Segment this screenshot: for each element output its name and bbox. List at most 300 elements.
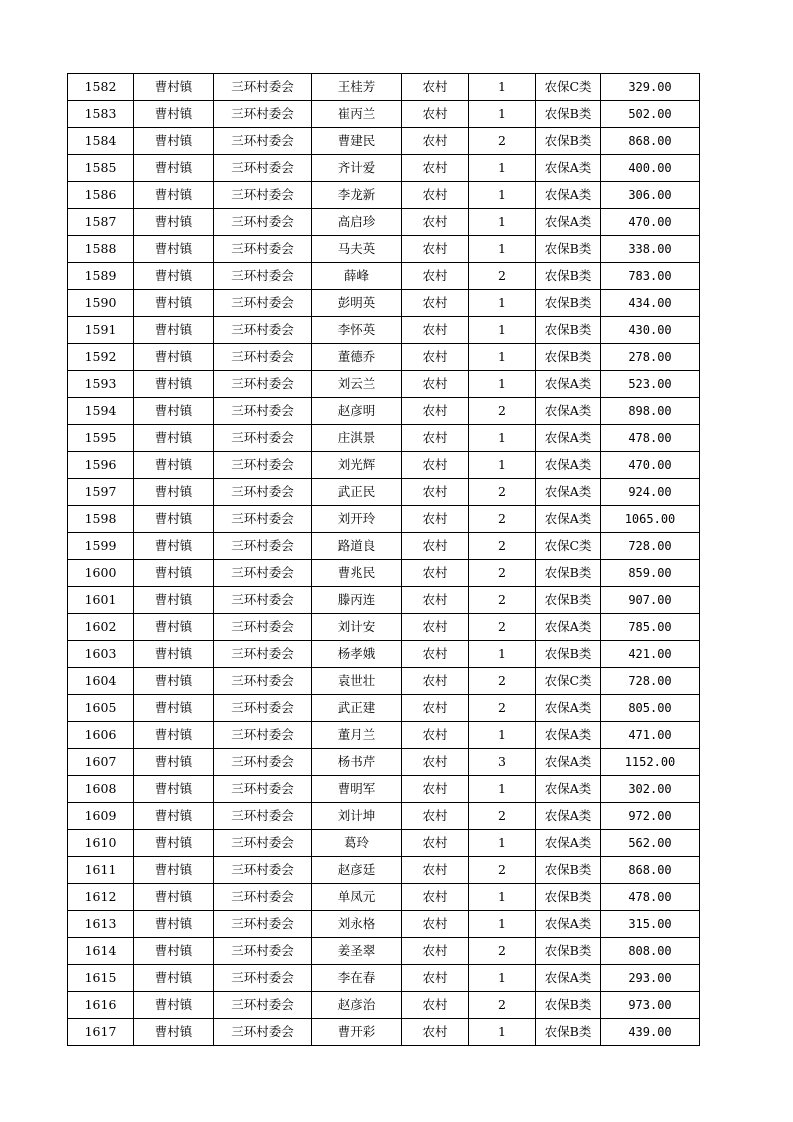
amount-cell: 868.00 — [601, 128, 700, 155]
town-cell: 曹村镇 — [134, 479, 214, 506]
amount-cell: 972.00 — [601, 803, 700, 830]
insurance-category-cell: 农保B类 — [536, 128, 601, 155]
amount-cell: 293.00 — [601, 965, 700, 992]
household-type-cell: 农村 — [402, 965, 469, 992]
amount-cell: 785.00 — [601, 614, 700, 641]
household-type-cell: 农村 — [402, 533, 469, 560]
town-cell: 曹村镇 — [134, 857, 214, 884]
table-row — [68, 830, 700, 857]
household-type-cell: 农村 — [402, 749, 469, 776]
insurance-category-cell: 农保A类 — [536, 803, 601, 830]
town-cell: 曹村镇 — [134, 1019, 214, 1046]
amount-cell: 338.00 — [601, 236, 700, 263]
insurance-category-cell: 农保B类 — [536, 992, 601, 1019]
household-type-cell: 农村 — [402, 101, 469, 128]
person-name-cell: 赵彦廷 — [312, 857, 402, 884]
row-number-cell: 1583 — [68, 101, 134, 128]
town-cell: 曹村镇 — [134, 695, 214, 722]
insurance-category-cell: 农保A类 — [536, 722, 601, 749]
insurance-category-cell: 农保C类 — [536, 668, 601, 695]
insurance-category-cell: 农保A类 — [536, 425, 601, 452]
village-committee-cell: 三环村委会 — [214, 290, 312, 317]
amount-cell: 306.00 — [601, 182, 700, 209]
row-number-cell: 1616 — [68, 992, 134, 1019]
village-committee-cell: 三环村委会 — [214, 749, 312, 776]
row-number-cell: 1590 — [68, 290, 134, 317]
insurance-category-cell: 农保B类 — [536, 857, 601, 884]
row-number-cell: 1588 — [68, 236, 134, 263]
amount-cell: 898.00 — [601, 398, 700, 425]
amount-cell: 907.00 — [601, 587, 700, 614]
person-name-cell: 刘开玲 — [312, 506, 402, 533]
town-cell: 曹村镇 — [134, 803, 214, 830]
person-name-cell: 董月兰 — [312, 722, 402, 749]
member-count-cell: 1 — [469, 641, 536, 668]
insurance-category-cell: 农保A类 — [536, 776, 601, 803]
insurance-category-cell: 农保B类 — [536, 938, 601, 965]
town-cell: 曹村镇 — [134, 830, 214, 857]
row-number-cell: 1598 — [68, 506, 134, 533]
table-row — [68, 74, 700, 101]
row-number-cell: 1597 — [68, 479, 134, 506]
member-count-cell: 2 — [469, 263, 536, 290]
village-committee-cell: 三环村委会 — [214, 641, 312, 668]
household-type-cell: 农村 — [402, 776, 469, 803]
insurance-category-cell: 农保A类 — [536, 830, 601, 857]
member-count-cell: 1 — [469, 452, 536, 479]
village-committee-cell: 三环村委会 — [214, 992, 312, 1019]
village-committee-cell: 三环村委会 — [214, 776, 312, 803]
amount-cell: 478.00 — [601, 425, 700, 452]
household-type-cell: 农村 — [402, 344, 469, 371]
row-number-cell: 1589 — [68, 263, 134, 290]
insurance-category-cell: 农保B类 — [536, 641, 601, 668]
table-row — [68, 803, 700, 830]
table-row — [68, 128, 700, 155]
village-committee-cell: 三环村委会 — [214, 560, 312, 587]
member-count-cell: 2 — [469, 128, 536, 155]
amount-cell: 728.00 — [601, 533, 700, 560]
town-cell: 曹村镇 — [134, 101, 214, 128]
person-name-cell: 刘云兰 — [312, 371, 402, 398]
member-count-cell: 1 — [469, 290, 536, 317]
insurance-category-cell: 农保B类 — [536, 560, 601, 587]
member-count-cell: 2 — [469, 533, 536, 560]
village-committee-cell: 三环村委会 — [214, 668, 312, 695]
row-number-cell: 1605 — [68, 695, 134, 722]
household-type-cell: 农村 — [402, 803, 469, 830]
person-name-cell: 齐计爱 — [312, 155, 402, 182]
amount-cell: 973.00 — [601, 992, 700, 1019]
row-number-cell: 1593 — [68, 371, 134, 398]
village-committee-cell: 三环村委会 — [214, 74, 312, 101]
insurance-category-cell: 农保A类 — [536, 506, 601, 533]
household-type-cell: 农村 — [402, 641, 469, 668]
amount-cell: 329.00 — [601, 74, 700, 101]
table-row — [68, 533, 700, 560]
village-committee-cell: 三环村委会 — [214, 506, 312, 533]
person-name-cell: 马夫英 — [312, 236, 402, 263]
village-committee-cell: 三环村委会 — [214, 155, 312, 182]
row-number-cell: 1585 — [68, 155, 134, 182]
row-number-cell: 1609 — [68, 803, 134, 830]
insurance-category-cell: 农保C类 — [536, 74, 601, 101]
table-row — [68, 236, 700, 263]
amount-cell: 434.00 — [601, 290, 700, 317]
household-type-cell: 农村 — [402, 128, 469, 155]
insurance-category-cell: 农保A类 — [536, 965, 601, 992]
table-row — [68, 938, 700, 965]
amount-cell: 808.00 — [601, 938, 700, 965]
village-committee-cell: 三环村委会 — [214, 452, 312, 479]
benefit-table — [67, 73, 699, 1046]
member-count-cell: 1 — [469, 74, 536, 101]
table-row — [68, 398, 700, 425]
town-cell: 曹村镇 — [134, 182, 214, 209]
town-cell: 曹村镇 — [134, 722, 214, 749]
member-count-cell: 2 — [469, 857, 536, 884]
member-count-cell: 1 — [469, 830, 536, 857]
table-row — [68, 668, 700, 695]
insurance-category-cell: 农保B类 — [536, 101, 601, 128]
person-name-cell: 庄淇景 — [312, 425, 402, 452]
member-count-cell: 1 — [469, 155, 536, 182]
village-committee-cell: 三环村委会 — [214, 425, 312, 452]
table-row — [68, 722, 700, 749]
table-row — [68, 344, 700, 371]
person-name-cell: 曹明军 — [312, 776, 402, 803]
household-type-cell: 农村 — [402, 398, 469, 425]
person-name-cell: 高启珍 — [312, 209, 402, 236]
town-cell: 曹村镇 — [134, 668, 214, 695]
row-number-cell: 1608 — [68, 776, 134, 803]
household-type-cell: 农村 — [402, 587, 469, 614]
person-name-cell: 路道良 — [312, 533, 402, 560]
member-count-cell: 2 — [469, 479, 536, 506]
town-cell: 曹村镇 — [134, 371, 214, 398]
town-cell: 曹村镇 — [134, 290, 214, 317]
person-name-cell: 单凤元 — [312, 884, 402, 911]
village-committee-cell: 三环村委会 — [214, 614, 312, 641]
village-committee-cell: 三环村委会 — [214, 236, 312, 263]
household-type-cell: 农村 — [402, 722, 469, 749]
village-committee-cell: 三环村委会 — [214, 101, 312, 128]
household-type-cell: 农村 — [402, 263, 469, 290]
row-number-cell: 1592 — [68, 344, 134, 371]
member-count-cell: 1 — [469, 182, 536, 209]
member-count-cell: 1 — [469, 317, 536, 344]
insurance-category-cell: 农保A类 — [536, 155, 601, 182]
member-count-cell: 2 — [469, 506, 536, 533]
person-name-cell: 崔丙兰 — [312, 101, 402, 128]
table-row — [68, 317, 700, 344]
village-committee-cell: 三环村委会 — [214, 263, 312, 290]
household-type-cell: 农村 — [402, 74, 469, 101]
amount-cell: 562.00 — [601, 830, 700, 857]
amount-cell: 439.00 — [601, 1019, 700, 1046]
member-count-cell: 2 — [469, 560, 536, 587]
household-type-cell: 农村 — [402, 479, 469, 506]
person-name-cell: 彭明英 — [312, 290, 402, 317]
village-committee-cell: 三环村委会 — [214, 695, 312, 722]
village-committee-cell: 三环村委会 — [214, 398, 312, 425]
person-name-cell: 李在春 — [312, 965, 402, 992]
amount-cell: 470.00 — [601, 452, 700, 479]
village-committee-cell: 三环村委会 — [214, 722, 312, 749]
person-name-cell: 杨孝娥 — [312, 641, 402, 668]
village-committee-cell: 三环村委会 — [214, 1019, 312, 1046]
town-cell: 曹村镇 — [134, 992, 214, 1019]
household-type-cell: 农村 — [402, 992, 469, 1019]
insurance-category-cell: 农保A类 — [536, 371, 601, 398]
insurance-category-cell: 农保A类 — [536, 695, 601, 722]
insurance-category-cell: 农保B类 — [536, 344, 601, 371]
household-type-cell: 农村 — [402, 155, 469, 182]
row-number-cell: 1599 — [68, 533, 134, 560]
village-committee-cell: 三环村委会 — [214, 128, 312, 155]
village-committee-cell: 三环村委会 — [214, 965, 312, 992]
amount-cell: 859.00 — [601, 560, 700, 587]
member-count-cell: 2 — [469, 803, 536, 830]
person-name-cell: 曹开彩 — [312, 1019, 402, 1046]
amount-cell: 523.00 — [601, 371, 700, 398]
table-row — [68, 371, 700, 398]
member-count-cell: 2 — [469, 992, 536, 1019]
member-count-cell: 2 — [469, 398, 536, 425]
member-count-cell: 1 — [469, 101, 536, 128]
table-row — [68, 182, 700, 209]
amount-cell: 400.00 — [601, 155, 700, 182]
insurance-category-cell: 农保B类 — [536, 884, 601, 911]
table-row — [68, 209, 700, 236]
table-row — [68, 101, 700, 128]
insurance-category-cell: 农保B类 — [536, 317, 601, 344]
member-count-cell: 1 — [469, 1019, 536, 1046]
person-name-cell: 赵彦治 — [312, 992, 402, 1019]
amount-cell: 421.00 — [601, 641, 700, 668]
member-count-cell: 3 — [469, 749, 536, 776]
insurance-category-cell: 农保A类 — [536, 182, 601, 209]
village-committee-cell: 三环村委会 — [214, 344, 312, 371]
person-name-cell: 袁世壮 — [312, 668, 402, 695]
insurance-category-cell: 农保B类 — [536, 1019, 601, 1046]
table-row — [68, 506, 700, 533]
member-count-cell: 1 — [469, 236, 536, 263]
person-name-cell: 刘计安 — [312, 614, 402, 641]
person-name-cell: 李龙新 — [312, 182, 402, 209]
amount-cell: 278.00 — [601, 344, 700, 371]
town-cell: 曹村镇 — [134, 425, 214, 452]
amount-cell: 430.00 — [601, 317, 700, 344]
row-number-cell: 1613 — [68, 911, 134, 938]
table-row — [68, 911, 700, 938]
town-cell: 曹村镇 — [134, 452, 214, 479]
amount-cell: 924.00 — [601, 479, 700, 506]
table-row — [68, 614, 700, 641]
insurance-category-cell: 农保A类 — [536, 911, 601, 938]
village-committee-cell: 三环村委会 — [214, 803, 312, 830]
person-name-cell: 刘计坤 — [312, 803, 402, 830]
household-type-cell: 农村 — [402, 1019, 469, 1046]
member-count-cell: 2 — [469, 668, 536, 695]
row-number-cell: 1606 — [68, 722, 134, 749]
table-row — [68, 587, 700, 614]
town-cell: 曹村镇 — [134, 641, 214, 668]
amount-cell: 478.00 — [601, 884, 700, 911]
person-name-cell: 董德乔 — [312, 344, 402, 371]
town-cell: 曹村镇 — [134, 911, 214, 938]
person-name-cell: 葛玲 — [312, 830, 402, 857]
town-cell: 曹村镇 — [134, 236, 214, 263]
amount-cell: 470.00 — [601, 209, 700, 236]
row-number-cell: 1591 — [68, 317, 134, 344]
village-committee-cell: 三环村委会 — [214, 857, 312, 884]
household-type-cell: 农村 — [402, 695, 469, 722]
household-type-cell: 农村 — [402, 911, 469, 938]
town-cell: 曹村镇 — [134, 884, 214, 911]
table-row — [68, 560, 700, 587]
town-cell: 曹村镇 — [134, 155, 214, 182]
household-type-cell: 农村 — [402, 290, 469, 317]
table-row — [68, 965, 700, 992]
row-number-cell: 1612 — [68, 884, 134, 911]
town-cell: 曹村镇 — [134, 776, 214, 803]
town-cell: 曹村镇 — [134, 506, 214, 533]
insurance-category-cell: 农保A类 — [536, 209, 601, 236]
table-row — [68, 641, 700, 668]
town-cell: 曹村镇 — [134, 128, 214, 155]
insurance-category-cell: 农保A类 — [536, 479, 601, 506]
row-number-cell: 1610 — [68, 830, 134, 857]
table-row — [68, 452, 700, 479]
insurance-category-cell: 农保A类 — [536, 398, 601, 425]
person-name-cell: 姜圣翠 — [312, 938, 402, 965]
person-name-cell: 王桂芳 — [312, 74, 402, 101]
table-row — [68, 155, 700, 182]
member-count-cell: 1 — [469, 722, 536, 749]
village-committee-cell: 三环村委会 — [214, 182, 312, 209]
row-number-cell: 1617 — [68, 1019, 134, 1046]
member-count-cell: 1 — [469, 344, 536, 371]
member-count-cell: 2 — [469, 938, 536, 965]
row-number-cell: 1601 — [68, 587, 134, 614]
member-count-cell: 1 — [469, 884, 536, 911]
row-number-cell: 1614 — [68, 938, 134, 965]
table-row — [68, 479, 700, 506]
amount-cell: 728.00 — [601, 668, 700, 695]
town-cell: 曹村镇 — [134, 965, 214, 992]
household-type-cell: 农村 — [402, 884, 469, 911]
town-cell: 曹村镇 — [134, 209, 214, 236]
row-number-cell: 1586 — [68, 182, 134, 209]
amount-cell: 315.00 — [601, 911, 700, 938]
village-committee-cell: 三环村委会 — [214, 317, 312, 344]
table-row — [68, 749, 700, 776]
household-type-cell: 农村 — [402, 425, 469, 452]
household-type-cell: 农村 — [402, 668, 469, 695]
household-type-cell: 农村 — [402, 560, 469, 587]
table-row — [68, 263, 700, 290]
row-number-cell: 1603 — [68, 641, 134, 668]
household-type-cell: 农村 — [402, 209, 469, 236]
table-row — [68, 695, 700, 722]
member-count-cell: 1 — [469, 965, 536, 992]
town-cell: 曹村镇 — [134, 938, 214, 965]
insurance-category-cell: 农保B类 — [536, 587, 601, 614]
town-cell: 曹村镇 — [134, 749, 214, 776]
person-name-cell: 武正建 — [312, 695, 402, 722]
town-cell: 曹村镇 — [134, 74, 214, 101]
row-number-cell: 1602 — [68, 614, 134, 641]
row-number-cell: 1594 — [68, 398, 134, 425]
household-type-cell: 农村 — [402, 371, 469, 398]
amount-cell: 302.00 — [601, 776, 700, 803]
member-count-cell: 1 — [469, 776, 536, 803]
member-count-cell: 2 — [469, 587, 536, 614]
household-type-cell: 农村 — [402, 506, 469, 533]
table-row — [68, 1019, 700, 1046]
village-committee-cell: 三环村委会 — [214, 371, 312, 398]
member-count-cell: 1 — [469, 425, 536, 452]
person-name-cell: 刘光辉 — [312, 452, 402, 479]
person-name-cell: 滕丙连 — [312, 587, 402, 614]
row-number-cell: 1615 — [68, 965, 134, 992]
person-name-cell: 赵彦明 — [312, 398, 402, 425]
town-cell: 曹村镇 — [134, 344, 214, 371]
row-number-cell: 1600 — [68, 560, 134, 587]
household-type-cell: 农村 — [402, 236, 469, 263]
town-cell: 曹村镇 — [134, 398, 214, 425]
member-count-cell: 2 — [469, 614, 536, 641]
person-name-cell: 曹建民 — [312, 128, 402, 155]
person-name-cell: 薛峰 — [312, 263, 402, 290]
town-cell: 曹村镇 — [134, 560, 214, 587]
row-number-cell: 1582 — [68, 74, 134, 101]
insurance-category-cell: 农保A类 — [536, 614, 601, 641]
amount-cell: 1065.00 — [601, 506, 700, 533]
person-name-cell: 武正民 — [312, 479, 402, 506]
member-count-cell: 2 — [469, 695, 536, 722]
person-name-cell: 李怀英 — [312, 317, 402, 344]
insurance-category-cell: 农保B类 — [536, 263, 601, 290]
person-name-cell: 曹兆民 — [312, 560, 402, 587]
row-number-cell: 1587 — [68, 209, 134, 236]
town-cell: 曹村镇 — [134, 533, 214, 560]
village-committee-cell: 三环村委会 — [214, 830, 312, 857]
table-row — [68, 425, 700, 452]
village-committee-cell: 三环村委会 — [214, 884, 312, 911]
insurance-category-cell: 农保C类 — [536, 533, 601, 560]
insurance-category-cell: 农保B类 — [536, 290, 601, 317]
table-row — [68, 776, 700, 803]
row-number-cell: 1604 — [68, 668, 134, 695]
village-committee-cell: 三环村委会 — [214, 587, 312, 614]
amount-cell: 502.00 — [601, 101, 700, 128]
member-count-cell: 1 — [469, 209, 536, 236]
table-row — [68, 290, 700, 317]
household-type-cell: 农村 — [402, 317, 469, 344]
village-committee-cell: 三环村委会 — [214, 533, 312, 560]
person-name-cell: 杨书芹 — [312, 749, 402, 776]
amount-cell: 471.00 — [601, 722, 700, 749]
town-cell: 曹村镇 — [134, 614, 214, 641]
row-number-cell: 1596 — [68, 452, 134, 479]
town-cell: 曹村镇 — [134, 263, 214, 290]
insurance-category-cell: 农保A类 — [536, 452, 601, 479]
table-row — [68, 884, 700, 911]
household-type-cell: 农村 — [402, 830, 469, 857]
member-count-cell: 1 — [469, 371, 536, 398]
